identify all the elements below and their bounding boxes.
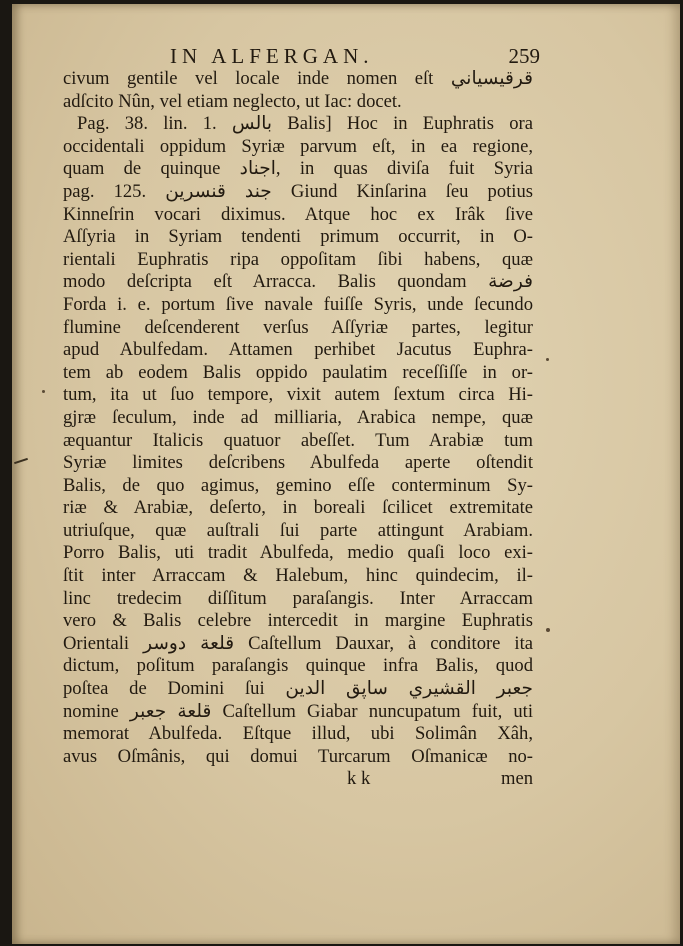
body-text [63, 68, 533, 790]
text-line: tem ab eodem Balis oppido paulatim receſſiſſe in or- [63, 361, 533, 383]
text-line: riæ & Arabiæ, deſerto, in boreali ſcilicet extremitate [63, 497, 533, 519]
text-line: occidentali oppidum Syriæ parvum eſt, in ea regione, [63, 135, 533, 157]
text-line: Porro Balis, uti tradit Abulfeda, medio quaſi loco exi- [63, 542, 533, 564]
text-line: ſtit inter Arraccam & Halebum, hinc quindecim, il- [63, 565, 533, 587]
text-line: utriuſque, quæ auſtrali ſui parte attingunt Arabiam. [63, 519, 533, 541]
running-title: IN ALFERGAN. [170, 44, 374, 68]
text-line: rientali Euphratis ripa oppoſitam ſibi habens, quæ [63, 248, 533, 270]
page-number: 259 [508, 44, 540, 68]
text-line: avus Oſmânis, qui domui Turcarum Oſmanicæ no- [63, 745, 533, 767]
text-line: memorat Abulfeda. Eſtque illud, ubi Solimân Xâh, [63, 723, 533, 745]
text-line: linc tredecim diſſitum paraſangis. Inter Arraccam [63, 587, 533, 609]
text-line: apud Abulfedam. Attamen perhibet Jacutus Euphra- [63, 339, 533, 361]
text-line: Forda i. e. portum ſive navale fuiſſe Syris, unde ſecundo [63, 293, 533, 315]
text-line: poſtea de Domini ſui جعبر القشيري ساپق الدين [63, 678, 533, 700]
catchword: men [500, 768, 533, 790]
text-line: vero & Balis celebre intercedit in margine Euphratis [63, 610, 533, 632]
text-line: Orientali قلعة دوسر Caſtellum Dauxar, à conditore ita [63, 632, 533, 654]
text-line: civum gentile vel locale inde nomen eſt قرقيسياني [63, 68, 533, 89]
text-line: Aſſyria in Syriam tendenti primum occurrit, in O- [63, 226, 533, 248]
text-line: æquantur Italicis quatuor abeſſet. Tum Arabiæ tum [63, 429, 533, 451]
text-line: gjræ ſeculum, inde ad milliaria, Arabica nempe, quæ [63, 406, 533, 428]
text-line: Kinneſrin vocari diximus. Atque hoc ex Irâk ſive [63, 203, 533, 225]
text-line: adſcito Nûn, vel etiam neglecto, ut Iac: docet. [63, 90, 402, 112]
text-line: flumine deſcenderent verſus Aſſyriæ partes, legitur [63, 316, 533, 338]
text-line: Pag. 38. lin. 1. بالس Balis] Hoc in Euphratis ora [77, 113, 533, 135]
paper-speck [42, 390, 45, 393]
signature-mark: k k [347, 768, 371, 790]
paper-speck [546, 358, 549, 361]
text-line: dictum, poſitum paraſangis quinque infra Balis, quod [63, 655, 533, 677]
text-line: pag. 125. جند قنسرين Giund Kinſarina ſeu potius [63, 180, 533, 202]
text-line: modo deſcripta eſt Arracca. Balis quondam فرضة [63, 271, 533, 293]
text-line: quam de quinque اجناد, in quas diviſa fuit Syria [63, 158, 533, 180]
text-line: Balis, de quo agimus, gemino eſſe conterminum Sy- [63, 474, 533, 496]
book-page [12, 4, 680, 944]
ink-mark [14, 458, 28, 464]
page-footer [63, 768, 533, 790]
text-line: Syriæ limites deſcribens Abulfeda aperte oſtendit [63, 452, 533, 474]
text-line: nomine قلعة جعبر Caſtellum Giabar nuncupatum fuit, uti [63, 700, 533, 722]
paper-speck [546, 628, 550, 632]
text-line: tum, ita ut ſuo tempore, vixit autem ſextum circa Hi- [63, 384, 533, 406]
